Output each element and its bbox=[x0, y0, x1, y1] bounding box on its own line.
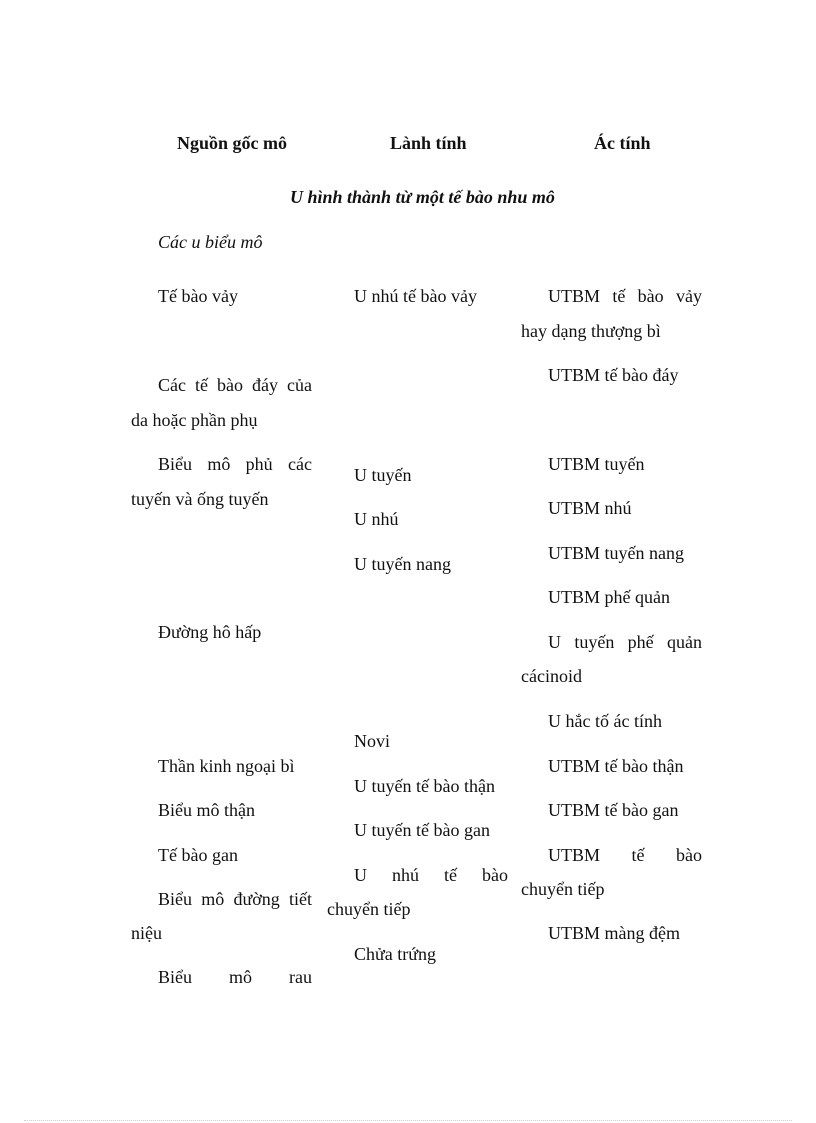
section-title: U hình thành từ một tế bào nhu mô bbox=[290, 187, 555, 207]
word: mô bbox=[201, 889, 225, 909]
origin-urinary-line1 bbox=[158, 888, 312, 910]
word: U bbox=[548, 632, 561, 652]
word: rau bbox=[289, 967, 312, 987]
word: tiết bbox=[289, 889, 312, 909]
word: bào bbox=[675, 845, 702, 865]
origin-respiratory: Đường hô hấp bbox=[158, 622, 262, 642]
origin-squamous: Tế bào vảy bbox=[158, 286, 238, 306]
malignant-adeno: UTBM tuyến bbox=[548, 454, 645, 474]
origin-glandular-line1 bbox=[158, 453, 312, 475]
word: UTBM bbox=[548, 845, 601, 865]
word: Biểu bbox=[158, 454, 192, 474]
word: mô bbox=[207, 454, 231, 474]
benign-papilloma: U nhú bbox=[354, 509, 399, 529]
origin-renal: Biểu mô thận bbox=[158, 800, 255, 820]
word: các bbox=[288, 454, 312, 474]
word: U bbox=[354, 865, 367, 885]
word: bào bbox=[637, 286, 664, 306]
word: tế bbox=[612, 286, 626, 306]
page-bottom-divider bbox=[24, 1120, 792, 1121]
header-origin: Nguồn gốc mô bbox=[177, 133, 288, 153]
word: vảy bbox=[676, 286, 702, 306]
benign-squamous-papilloma: U nhú tế bào vảy bbox=[354, 286, 477, 306]
header-benign: Lành tính bbox=[390, 133, 467, 153]
benign-cystadenoma: U tuyến nang bbox=[354, 554, 451, 574]
malignant-hepatic: UTBM tế bào gan bbox=[548, 800, 679, 820]
malignant-basal: UTBM tế bào đáy bbox=[548, 365, 679, 385]
malignant-squamous-line2: hay dạng thượng bì bbox=[521, 321, 661, 341]
malignant-carcinoid-line1 bbox=[548, 631, 702, 653]
word: bào bbox=[216, 375, 243, 395]
word: UTBM bbox=[548, 286, 601, 306]
header-malignant: Ác tính bbox=[594, 133, 651, 153]
origin-urinary-line2: niệu bbox=[131, 923, 162, 943]
malignant-melanoma: U hắc tố ác tính bbox=[548, 711, 662, 731]
word: Các bbox=[158, 375, 186, 395]
benign-hepatic-adenoma: U tuyến tế bào gan bbox=[354, 820, 490, 840]
origin-glandular-line2: tuyến và ống tuyến bbox=[131, 489, 269, 509]
benign-mole: Chửa trứng bbox=[354, 944, 437, 964]
benign-nevus: Novi bbox=[354, 731, 390, 751]
malignant-renal: UTBM tế bào thận bbox=[548, 756, 684, 776]
word: của bbox=[286, 375, 312, 395]
word: đáy bbox=[251, 375, 278, 395]
word: Biểu bbox=[158, 889, 192, 909]
word: đường bbox=[233, 889, 280, 909]
malignant-squamous-line1 bbox=[548, 285, 702, 307]
benign-adenoma: U tuyến bbox=[354, 465, 412, 485]
origin-basal-line2: da hoặc phần phụ bbox=[131, 410, 258, 430]
malignant-papillary: UTBM nhú bbox=[548, 498, 632, 518]
malignant-cystadeno: UTBM tuyến nang bbox=[548, 543, 684, 563]
origin-neuroectoderm: Thần kinh ngoại bì bbox=[158, 756, 295, 776]
word: tế bbox=[194, 375, 208, 395]
benign-transitional-line1 bbox=[354, 864, 508, 886]
word: tế bbox=[631, 845, 645, 865]
malignant-carcinoid-line2: cácinoid bbox=[521, 666, 582, 686]
origin-basal-line1 bbox=[158, 374, 312, 396]
word: nhú bbox=[392, 865, 419, 885]
word: bào bbox=[482, 865, 508, 885]
origin-hepatic: Tế bào gan bbox=[158, 845, 238, 865]
subsection-label: Các u biểu mô bbox=[158, 232, 263, 252]
origin-placental bbox=[158, 966, 312, 988]
benign-transitional-line2: chuyển tiếp bbox=[327, 899, 411, 919]
word: tế bbox=[444, 865, 457, 885]
benign-renal-adenoma: U tuyến tế bào thận bbox=[354, 776, 495, 796]
word: mô bbox=[229, 967, 253, 987]
word: phế bbox=[627, 632, 654, 652]
malignant-bronchogenic: UTBM phế quản bbox=[548, 587, 670, 607]
malignant-transitional-line2: chuyển tiếp bbox=[521, 879, 605, 899]
word: tuyến bbox=[574, 632, 615, 652]
word: phủ bbox=[245, 454, 273, 474]
word: Biểu bbox=[158, 967, 192, 987]
malignant-chorio: UTBM màng đệm bbox=[548, 923, 680, 943]
malignant-transitional-line1 bbox=[548, 844, 702, 866]
word: quản bbox=[666, 632, 702, 652]
